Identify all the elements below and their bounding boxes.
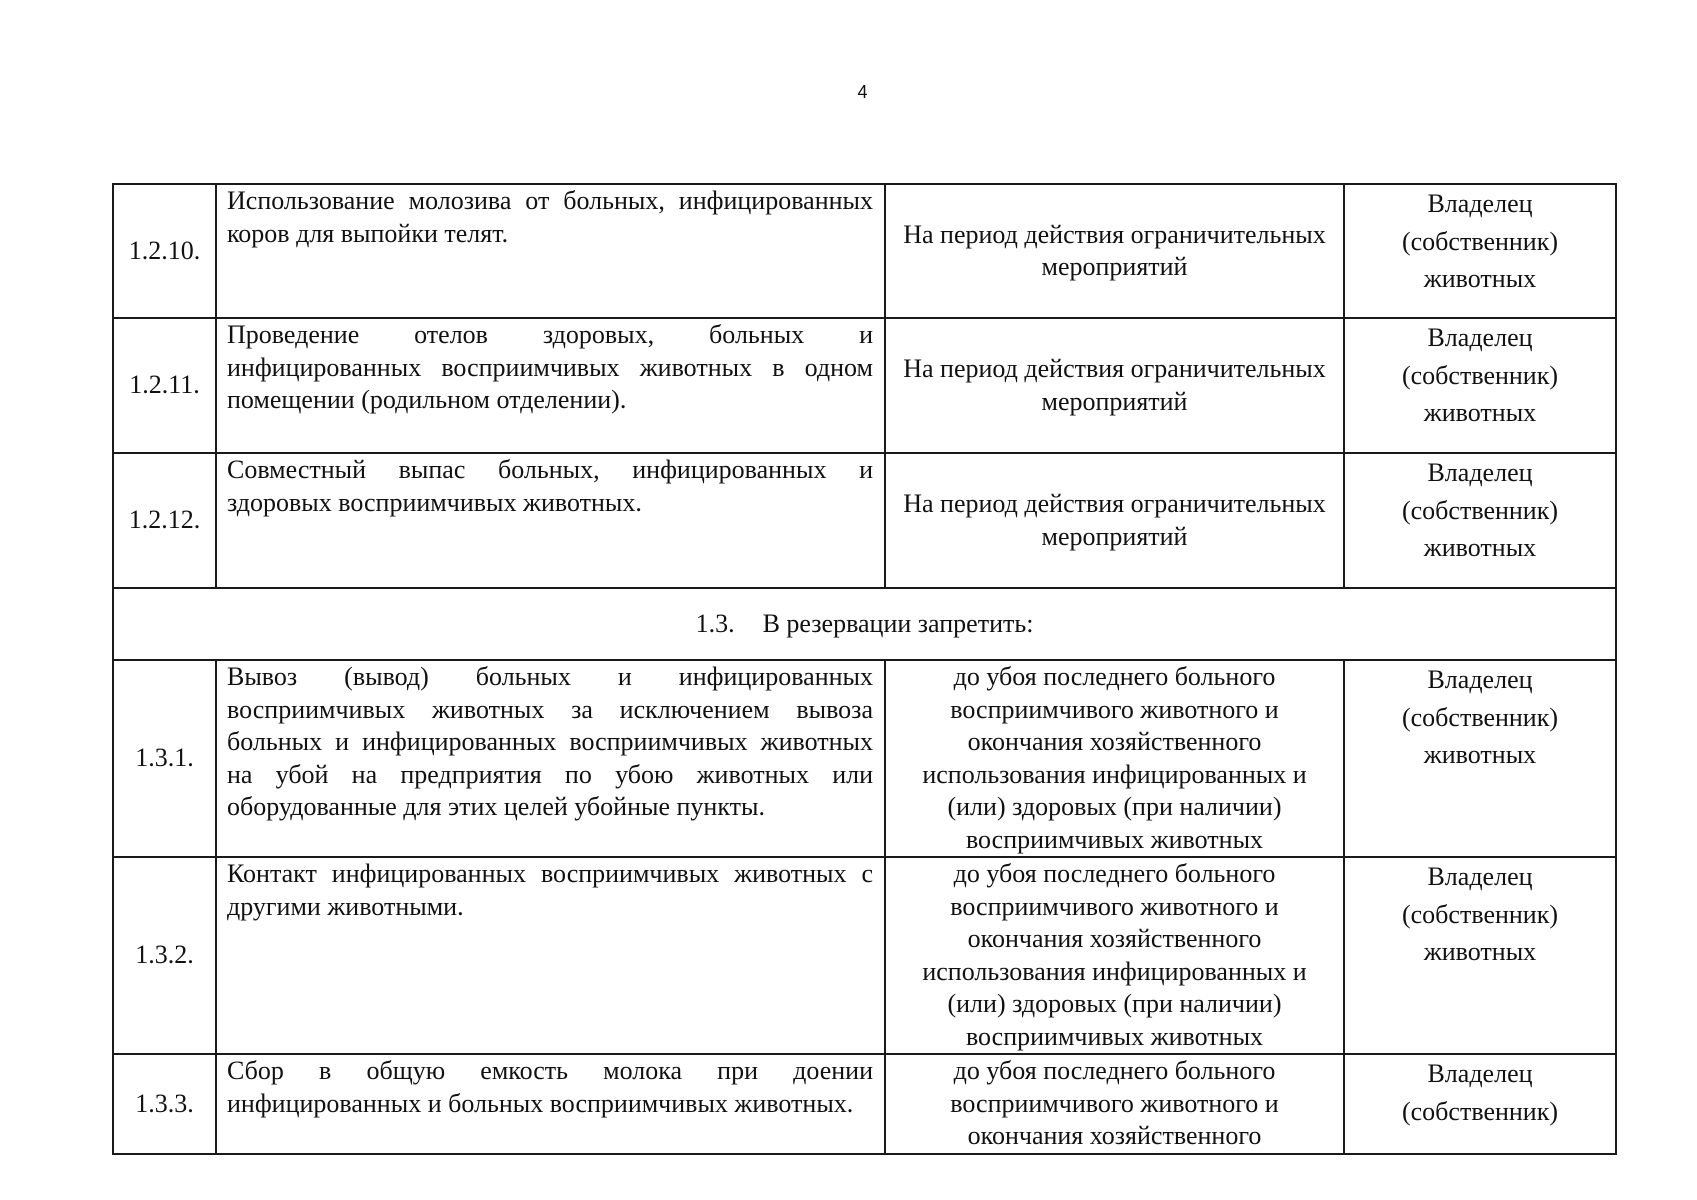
table-row xyxy=(113,318,1616,453)
table-row xyxy=(113,660,1616,857)
responsible-party xyxy=(1344,453,1616,588)
measure-period: На период действия ограничительных мероприятий xyxy=(885,184,1344,318)
row-number: 1.3.3. xyxy=(113,1054,216,1154)
responsible-line: животных xyxy=(1423,740,1537,769)
responsible-line: Владелец xyxy=(1427,323,1533,352)
section-row xyxy=(113,588,1616,660)
row-number: 1.2.11. xyxy=(113,318,216,453)
section-number: 1.3. xyxy=(695,608,735,638)
responsible-line: Владелец xyxy=(1427,1059,1533,1088)
measure-period: На период действия ограничительных мероприятий xyxy=(885,453,1344,588)
responsible-line: (собственник) xyxy=(1401,495,1559,525)
responsible-party xyxy=(1344,318,1616,453)
responsible-line: животных xyxy=(1423,264,1537,293)
responsible-line: (собственник) xyxy=(1401,702,1559,732)
table-row xyxy=(113,453,1616,588)
table-row xyxy=(113,1054,1616,1154)
responsible-line: (собственник) xyxy=(1401,1096,1559,1126)
table-row xyxy=(113,184,1616,318)
page-number: 4 xyxy=(857,82,868,102)
measure-period: до убоя последнего больного восприимчивого животного и окончания хозяйственного xyxy=(885,1054,1344,1154)
responsible-line: животных xyxy=(1423,398,1537,427)
responsible-line: животных xyxy=(1423,533,1537,562)
section-title: В резервации запретить: xyxy=(762,608,1034,638)
responsible-line: Владелец xyxy=(1427,189,1533,218)
responsible-line: животных xyxy=(1423,937,1537,966)
measure-description: Вывоз (вывод) больных и инфицированных восприимчивых животных за исключением вывоза больных и инфицированных восприимчивых животных на убой на предприятия по убою животных или оборудованные для этих целей убойные пункты. xyxy=(216,660,885,857)
responsible-party xyxy=(1344,660,1616,857)
row-number: 1.2.12. xyxy=(113,453,216,588)
table-row xyxy=(113,857,1616,1054)
responsible-line: (собственник) xyxy=(1401,226,1559,256)
measure-period: до убоя последнего больного восприимчивого животного и окончания хозяйственного использования инфицированных и (или) здоровых (при наличии) восприимчивых животных xyxy=(885,857,1344,1054)
row-number: 1.2.10. xyxy=(113,184,216,318)
responsible-line: (собственник) xyxy=(1401,360,1559,390)
measure-description: Совместный выпас больных, инфицированных и здоровых восприимчивых животных. xyxy=(216,453,885,588)
responsible-line: Владелец xyxy=(1427,862,1533,891)
row-number: 1.3.2. xyxy=(113,857,216,1054)
responsible-party xyxy=(1344,184,1616,318)
responsible-line: Владелец xyxy=(1427,665,1533,694)
responsible-party xyxy=(1344,1054,1616,1154)
measure-period: На период действия ограничительных мероприятий xyxy=(885,318,1344,453)
section-heading xyxy=(113,588,1616,660)
measure-description: Проведение отелов здоровых, больных и инфицированных восприимчивых животных в одном помещении (родильном отделении). xyxy=(216,318,885,453)
measures-table xyxy=(112,183,1617,1155)
measure-description: Сбор в общую емкость молока при доении инфицированных и больных восприимчивых животных. xyxy=(216,1054,885,1154)
row-number: 1.3.1. xyxy=(113,660,216,857)
responsible-line: Владелец xyxy=(1427,458,1533,487)
responsible-party xyxy=(1344,857,1616,1054)
measure-period: до убоя последнего больного восприимчивого животного и окончания хозяйственного использования инфицированных и (или) здоровых (при наличии) восприимчивых животных xyxy=(885,660,1344,857)
responsible-line: (собственник) xyxy=(1401,899,1559,929)
measure-description: Использование молозива от больных, инфицированных коров для выпойки телят. xyxy=(216,184,885,318)
measure-description: Контакт инфицированных восприимчивых животных с другими животными. xyxy=(216,857,885,1054)
